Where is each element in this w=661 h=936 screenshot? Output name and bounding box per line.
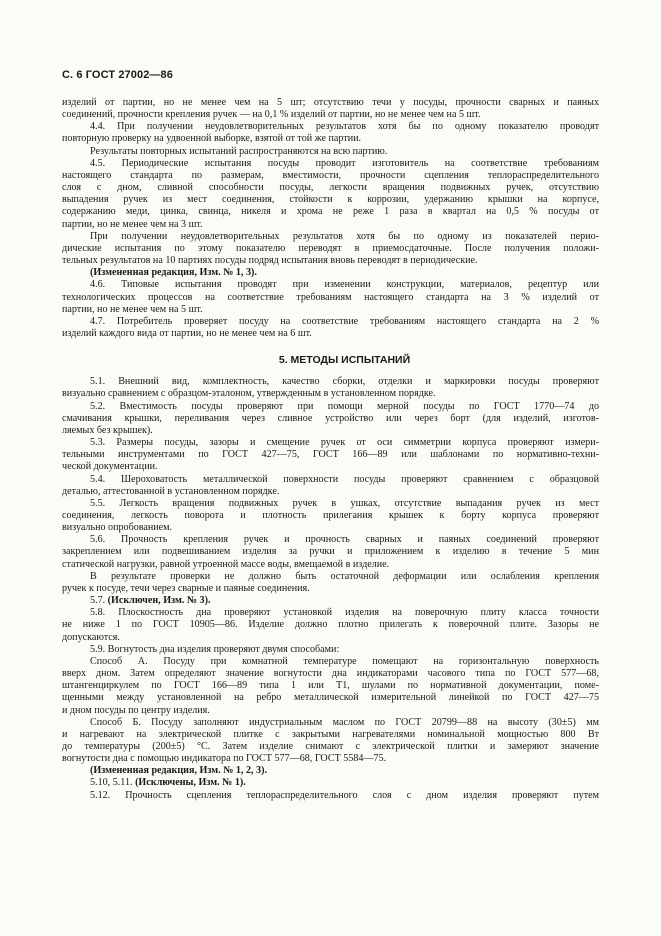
text-line: 5.12. Прочность сцепления теплораспределительного слоя с дном изделия проверяют путем bbox=[90, 789, 599, 801]
text-line: Способ Б. Посуду заполняют индустриальным маслом по ГОСТ 20799—88 на высоту (30±5) мм bbox=[90, 716, 599, 728]
text-line: 5.6. Прочность крепления ручек и прочность сварных и паяных соединений проверяют bbox=[90, 534, 599, 546]
text-line: 4.5. Периодические испытания посуды проводит изготовитель на соответствие требованиям bbox=[90, 157, 599, 169]
text-line: допускаются. bbox=[62, 631, 120, 643]
text-line: ческой документации. bbox=[62, 461, 158, 473]
amendment-note: (Исключен, Изм. № 3). bbox=[107, 595, 211, 607]
text-line: изделий от партии, но не менее чем на 5 шт; отсутствию течи у посуды, прочности сварных и паяных bbox=[62, 97, 599, 108]
text-line: штангенциркулем по ГОСТ 166—89 типа 1 или Т1, шулами по нормативной документации, поме- bbox=[62, 680, 599, 692]
text-line: щенными между установленной на ребро металлической измерительной линейкой по ГОСТ 427—75 bbox=[62, 692, 599, 704]
text-line: 5.3. Размеры посуды, зазоры и смещение ручек от оси симметрии корпуса проверяют измери- bbox=[90, 437, 599, 449]
document-body bbox=[62, 97, 599, 802]
text-line: тельных результатов на 10 партиях посуды подряд испытания вновь переводят в периодические. bbox=[62, 255, 478, 267]
text-line: визуально опробованием. bbox=[62, 522, 173, 534]
text-line: 5.5. Легкость вращения подвижных ручек в ушках, отсутствие выпадания ручек из мест bbox=[90, 497, 599, 509]
text-line: тельными инструментами по ГОСТ 427—75, ГОСТ 166—89 или шаблонами по нормативно-техни- bbox=[62, 449, 599, 461]
text-line: настоящего стандарта по размерам, вместимости, прочности сцепления теплораспределительного bbox=[62, 169, 599, 181]
text-line: деталью, аттестованной в установленном порядке. bbox=[62, 485, 280, 497]
section-5-text bbox=[62, 376, 599, 801]
text-line: до температуры (200±5) °С. Затем изделие снимают с электрической плитки и замеряют значение bbox=[62, 740, 599, 752]
text-line: вверх дном. Затем определяют значение вогнутости дна индикаторами часового типа по ГОСТ 577—68, bbox=[62, 668, 599, 680]
text-line: ляемых без крышек). bbox=[62, 424, 153, 436]
text-line: 4.7. Потребитель проверяет посуду на соответствие требованиям настоящего стандарта на 2 % bbox=[90, 315, 599, 327]
text-line: дические испытания по этому показателю переводят в приемосдаточные. После получения положи- bbox=[62, 242, 599, 254]
text-line: 4.4. При получении неудовлетворительных результатов хотя бы по одному показателю проводят bbox=[90, 121, 599, 133]
text-line: партии, но не менее чем на 3 шт. bbox=[62, 218, 203, 230]
text-line: 5.2. Вместимость посуды проверяют при помощи мерной посуды по ГОСТ 1770—74 до bbox=[90, 400, 599, 412]
text-line: не ниже 1 по ГОСТ 10905—86. Изделие должно плотно прилегать к поверочной плите. Зазоры не bbox=[62, 619, 599, 631]
text-line: выпадения ручек из мест соединения, стойкости к коррозии, удержанию крышки на корпусе, bbox=[62, 194, 599, 206]
text-line: (Измененная редакция, Изм. № 1, 3). bbox=[90, 267, 257, 279]
text-line: повторную проверку на удвоенной выборке, взятой от той же партии. bbox=[62, 133, 362, 145]
text-line: 5.10, 5.11. (Исключены, Изм. № 1). bbox=[90, 777, 246, 789]
text-line: смачивания крышки, переливания через сливное устройство или через борт (для изделий, изготов- bbox=[62, 412, 599, 424]
text-line: и нагревают на электрической плитке с закрытыми нагревателями номинальной мощностью 800 Вт bbox=[62, 728, 599, 740]
text-line: и дном посуды по центру изделия. bbox=[62, 704, 210, 716]
text-line: соединения, легкость поворота и плотность прилегания крышек к борту корпуса проверяют bbox=[62, 510, 599, 521]
text-line: 5.8. Плоскостность дна проверяют установкой изделия на поверочную плиту класса точности bbox=[90, 607, 599, 619]
page-header: С. 6 ГОСТ 27002—86 bbox=[62, 69, 173, 81]
text-line: визуально сравнением с образцом-эталоном, утвержденным в установленном порядке. bbox=[62, 388, 436, 400]
text-line: слоя с дном, сливной способности посуды, легкости вращения подвижных ручек, отсутствию bbox=[62, 182, 599, 194]
text-line: (Измененная редакция, Изм. № 1, 2, 3). bbox=[90, 765, 267, 777]
text-line: 4.6. Типовые испытания проводят при изменении конструкции, материалов, рецептур или bbox=[90, 279, 599, 291]
text-line: В результате проверки не должно быть остаточной деформации или ослабления крепления bbox=[90, 570, 599, 582]
amendment-note: (Исключены, Изм. № 1). bbox=[135, 777, 246, 789]
text-line: При получении неудовлетворительных результатов хотя бы по одному из показателей перио- bbox=[90, 230, 599, 242]
text-line: 5.7. (Исключен, Изм. № 3). bbox=[90, 595, 211, 607]
text-line: статической нагрузки, равной утроенной массе воды, вмещаемой в изделие. bbox=[62, 558, 390, 570]
text-line: соединений, прочности крепления ручек — на 0,1 % изделий от партии, но не менее чем на 5 шт. bbox=[62, 109, 481, 121]
text-line: ручек к посуде, течи через сварные и паяные соединения. bbox=[62, 582, 310, 594]
text-line: закреплением или подвешиванием изделия за ручки и приложением к изделию в течение 5 мин bbox=[62, 546, 599, 558]
text-line: вогнутости дна с помощью индикатора по ГОСТ 577—68, ГОСТ 5584—75. bbox=[62, 753, 387, 765]
text-line: партии, но не менее чем на 5 шт. bbox=[62, 303, 203, 315]
text-line: Способ А. Посуду при комнатной температуре помещают на горизонтальную поверхность bbox=[90, 655, 599, 667]
text-line: 5.9. Вогнутость дна изделия проверяют двумя способами: bbox=[90, 643, 340, 655]
text-line: 5.1. Внешний вид, комплектность, качество сборки, отделки и маркировки посуды проверяют bbox=[90, 376, 599, 388]
section-title: 5. МЕТОДЫ ИСПЫТАНИЙ bbox=[278, 354, 411, 367]
text-line: изделий каждого вида от партии, но не менее чем на 6 шт. bbox=[62, 327, 312, 339]
text-line: технологических процессов на соответствие требованиям настоящего стандарта на 3 % изделий от bbox=[62, 291, 599, 303]
text-line: Результаты повторных испытаний распространяются на всю партию. bbox=[90, 145, 388, 157]
section-4-text bbox=[62, 97, 599, 340]
text-line: 5.4. Шероховатость металлической поверхности посуды проверяют сравнением с образцовой bbox=[90, 473, 599, 485]
text-line: содержанию меди, цинка, свинца, никеля и хрома не реже 1 раза в квартал на 0,5 % посуды от bbox=[62, 206, 599, 218]
